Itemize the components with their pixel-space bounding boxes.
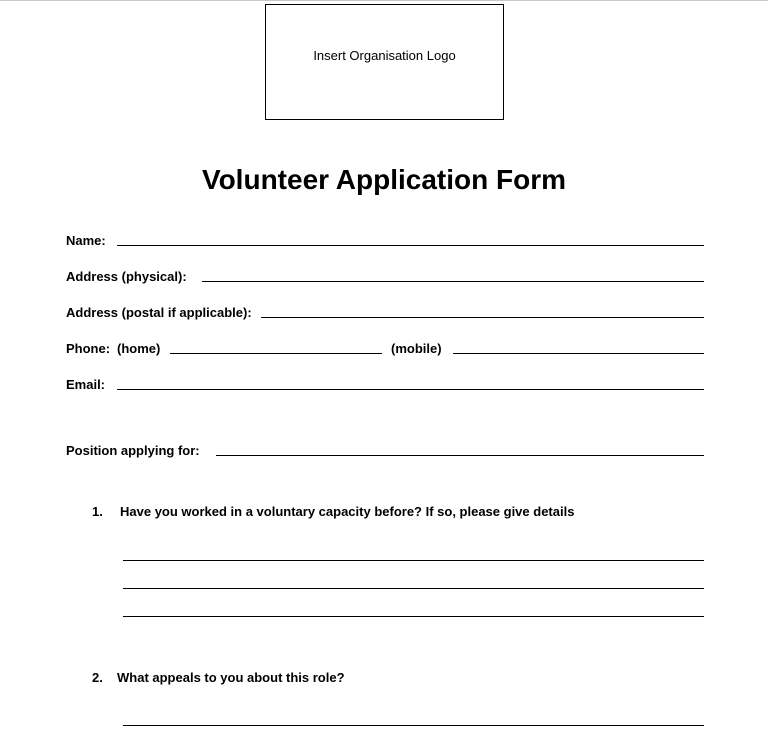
name-label: Name: (66, 233, 106, 248)
question-2-text: What appeals to you about this role? (117, 670, 345, 685)
question-1-answer-line[interactable] (123, 588, 704, 589)
phone-home-field-line[interactable] (170, 353, 382, 354)
question-1-answer-line[interactable] (123, 560, 704, 561)
email-label: Email: (66, 377, 106, 392)
phone-home-label: (home) (117, 341, 161, 356)
question-2-answer-line[interactable] (123, 725, 704, 726)
page-top-border (0, 0, 768, 1)
address-postal-field-line[interactable] (261, 317, 704, 318)
address-physical-label: Address (physical): (66, 269, 187, 284)
logo-placeholder-text: Insert Organisation Logo (313, 48, 456, 63)
question-2-number: 2. (92, 670, 103, 685)
position-label: Position applying for: (66, 443, 200, 458)
phone-mobile-label: (mobile) (391, 341, 442, 356)
address-physical-field-line[interactable] (202, 281, 704, 282)
phone-mobile-field-line[interactable] (453, 353, 704, 354)
email-field-line[interactable] (117, 389, 704, 390)
question-1-answer-line[interactable] (123, 616, 704, 617)
phone-label: Phone: (66, 341, 111, 356)
position-field-line[interactable] (216, 455, 704, 456)
logo-placeholder-box (265, 4, 504, 120)
address-postal-label: Address (postal if applicable): (66, 305, 252, 320)
page-title: Volunteer Application Form (201, 164, 566, 195)
question-1-text: Have you worked in a voluntary capacity before? If so, please give details (120, 504, 575, 519)
name-field-line[interactable] (117, 245, 704, 246)
question-1-number: 1. (92, 504, 103, 519)
